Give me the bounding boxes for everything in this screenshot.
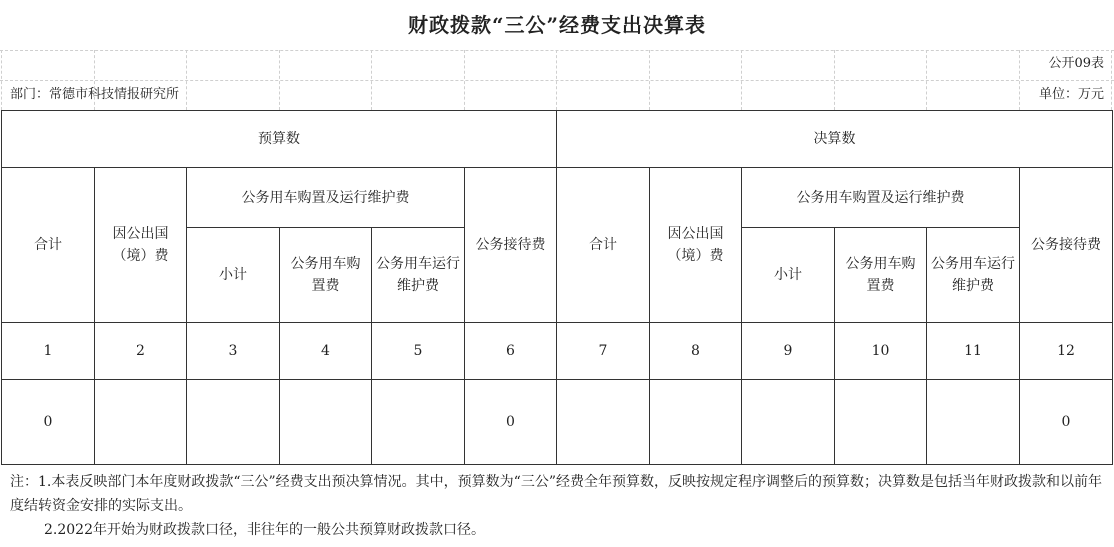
grid-line [834,50,835,110]
budget-header: 预算数 [2,111,557,168]
grid-line [1,50,2,110]
budget-reception-header: 公务接待费 [465,168,557,323]
grid-line [0,50,1114,51]
grid-line [741,50,742,110]
final-abroad-header: 因公出国（境）费 [650,168,742,323]
final-vehicle-purchase-header: 公务用车购置费 [835,228,927,323]
budget-subtotal-header: 小计 [187,228,280,323]
column-number: 11 [927,323,1020,380]
unit-label: 单位：万元 [1038,87,1104,102]
form-number: 公开09表 [1048,56,1104,71]
final-subtotal-header: 小计 [742,228,835,323]
grid-line [649,50,650,110]
grid-line [1111,50,1112,110]
budget-abroad-header: 因公出国（境）费 [95,168,187,323]
final-header: 决算数 [557,111,1113,168]
column-number: 4 [280,323,372,380]
column-number: 1 [2,323,95,380]
column-number: 3 [187,323,280,380]
data-cell [187,380,280,465]
notes [10,470,1108,542]
grid-line [464,50,465,110]
column-number: 8 [650,323,742,380]
column-number: 9 [742,323,835,380]
data-cell [557,380,650,465]
budget-total-header: 合计 [2,168,95,323]
budget-vehicle-operation-header: 公务用车运行维护费 [372,228,465,323]
note-line: 2.2022年开始为财政拨款口径，非往年的一般公共预算财政拨款口径。 [44,522,485,538]
note-line: 注：1.本表反映部门本年度财政拨款“三公”经费支出预决算情况。其中，预算数为“三公”经费全年预算数，反映按规定程序调整后的预算数；决算数是包括当年财政拨款和以前年度结转资金安排的实际支出。 [10,474,1102,514]
data-cell [372,380,465,465]
column-number: 5 [372,323,465,380]
column-number: 2 [95,323,187,380]
data-cell [927,380,1020,465]
data-cell [95,380,187,465]
column-number: 12 [1020,323,1113,380]
column-number: 6 [465,323,557,380]
final-total-header: 合计 [557,168,650,323]
data-cell [835,380,927,465]
data-cell: 0 [1020,380,1113,465]
final-vehicle-operation-header: 公务用车运行维护费 [927,228,1020,323]
data-cell: 0 [465,380,557,465]
data-cell [650,380,742,465]
data-cell [280,380,372,465]
page-title: 财政拨款“三公”经费支出决算表 [407,13,706,37]
final-reception-header: 公务接待费 [1020,168,1113,323]
department-label: 部门：常德市科技情报研究所 [10,87,180,102]
budget-vehicle-purchase-header: 公务用车购置费 [280,228,372,323]
data-cell: 0 [2,380,95,465]
budget-vehicle-group-header: 公务用车购置及运行维护费 [187,168,465,228]
expense-table [1,110,1113,465]
column-number: 10 [835,323,927,380]
grid-line [0,80,1114,81]
final-vehicle-group-header: 公务用车购置及运行维护费 [742,168,1020,228]
data-cell [742,380,835,465]
column-number: 7 [557,323,650,380]
grid-line [556,50,557,110]
